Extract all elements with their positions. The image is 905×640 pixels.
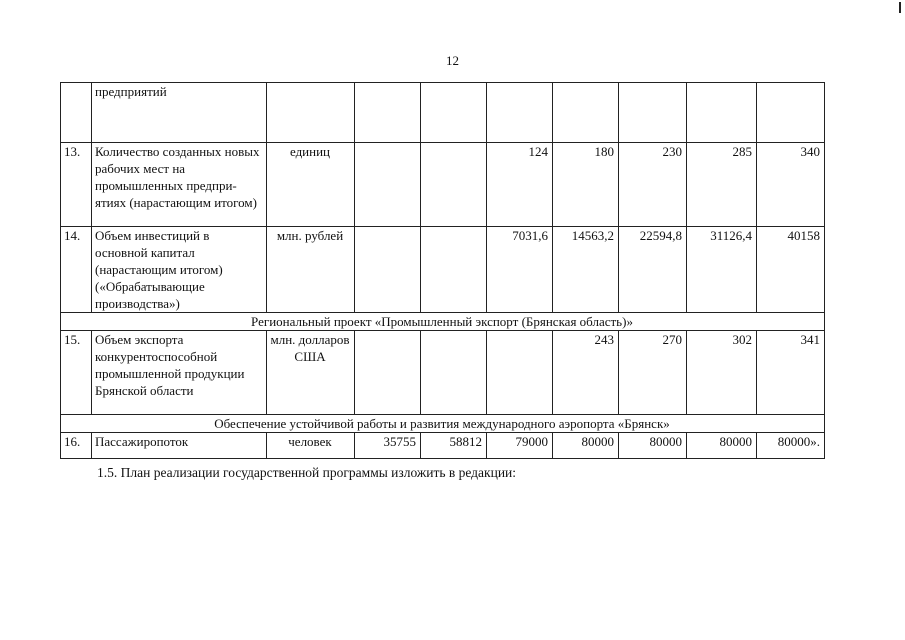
value-cell: 285 [687,143,757,227]
value-cell [421,143,487,227]
table-row [61,227,825,313]
value-cell: 243 [553,331,619,415]
indicator-name: предприятий [92,83,267,143]
value-cell: 79000 [487,433,553,459]
value-cell: 58812 [421,433,487,459]
page-number: 12 [446,53,459,68]
row-number: 13. [61,143,92,227]
value-cell [757,83,825,143]
section-row [61,415,825,433]
value-cell: 180 [553,143,619,227]
value-cell [421,227,487,313]
note-text: 1.5. План реализации государственной программы изложить в редакции: [97,465,517,480]
value-cell: 40158 [757,227,825,313]
value-cell: 14563,2 [553,227,619,313]
value-cell [421,83,487,143]
unit-cell: млн. рублей [267,227,355,313]
section-row [61,313,825,331]
row-number: 15. [61,331,92,415]
margin-mark [899,2,901,13]
value-cell [687,83,757,143]
indicator-name: Количество созданных новых рабочих мест на промышленных предприятиях (нарастающим итогом) [92,143,267,227]
value-cell: 22594,8 [619,227,687,313]
indicator-name: Пассажиропоток [92,433,267,459]
table-row [61,331,825,415]
row-number: 16. [61,433,92,459]
value-cell: 31126,4 [687,227,757,313]
value-cell [487,331,553,415]
value-cell [355,227,421,313]
table-row [61,143,825,227]
unit-cell: млн. долларов США [267,331,355,415]
value-cell [619,83,687,143]
value-cell [355,83,421,143]
unit-cell: единиц [267,143,355,227]
indicator-table [60,82,825,459]
indicator-name: Объем инвестиций в основной капитал (нарастающим итогом) («Обрабатывающие производства») [92,227,267,313]
row-number [61,83,92,143]
table-row [61,433,825,459]
unit-cell [267,83,355,143]
table-row [61,83,825,143]
value-cell [355,143,421,227]
row-number: 14. [61,227,92,313]
value-cell: 35755 [355,433,421,459]
value-cell: 80000». [757,433,825,459]
value-cell [553,83,619,143]
value-cell [487,83,553,143]
value-cell: 270 [619,331,687,415]
value-cell [421,331,487,415]
indicator-name: Объем экспорта конкурентоспособной промышленной продукции Брянской области [92,331,267,415]
section-title: Обеспечение устойчивой работы и развития международного аэропорта «Брянск» [61,415,825,433]
value-cell: 80000 [619,433,687,459]
value-cell: 7031,6 [487,227,553,313]
value-cell: 80000 [553,433,619,459]
value-cell: 230 [619,143,687,227]
value-cell: 302 [687,331,757,415]
unit-cell: человек [267,433,355,459]
value-cell: 341 [757,331,825,415]
value-cell: 80000 [687,433,757,459]
value-cell [355,331,421,415]
value-cell: 124 [487,143,553,227]
section-title: Региональный проект «Промышленный экспорт (Брянская область)» [61,313,825,331]
value-cell: 340 [757,143,825,227]
